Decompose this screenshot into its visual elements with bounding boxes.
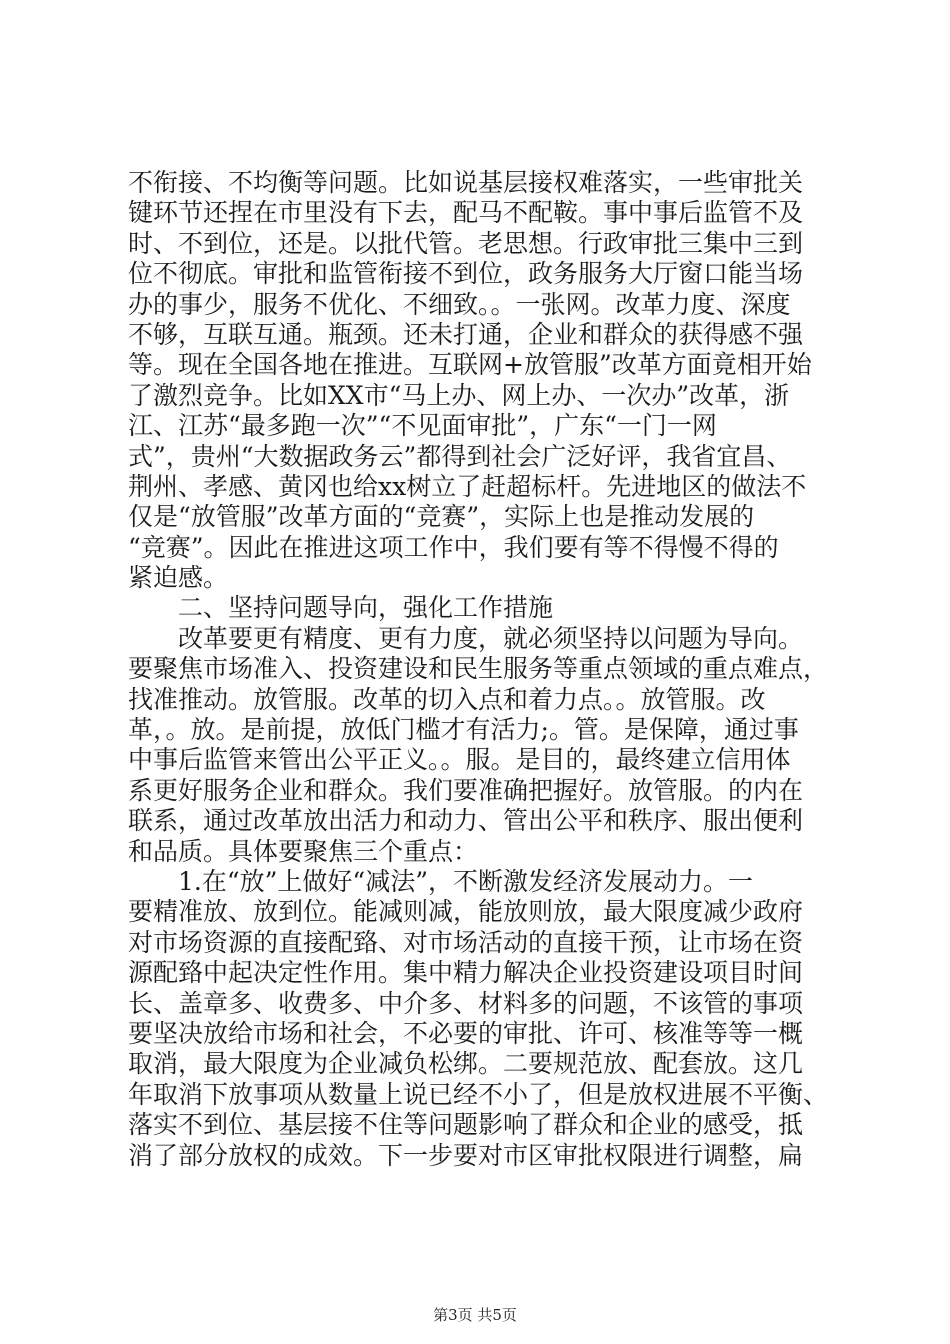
text-line: 1.在“放”上做好“减法”，不断激发经济发展动力。一: [178, 866, 753, 896]
text-line: 对市场资源的直接配臵、对市场活动的直接干预，让市场在资: [128, 927, 804, 957]
text-line: 办的事少，服务不优化、不细致。。一张网。改革力度、深度: [128, 289, 791, 319]
text-line: 要精准放、放到位。能减则减，能放则放，最大限度减少政府: [128, 897, 804, 927]
text-line: 位不彻底。审批和监管衔接不到位，政务服务大厅窗口能当场: [128, 259, 804, 289]
text-line: 江、江苏“最多跑一次”“不见面审批”，广东“一门一网: [128, 411, 717, 441]
text-line: 改革要更有精度、更有力度，就必须坚持以问题为导向。: [178, 623, 804, 653]
text-line: 源配臵中起决定性作用。集中精力解决企业投资建设项目时间: [128, 958, 804, 988]
text-line: 中事后监管来管出公平正义。。服。是目的，最终建立信用体: [128, 745, 791, 775]
text-line: 不衔接、不均衡等问题。比如说基层接权难落实，一些审批关: [128, 168, 804, 197]
text-line: 等。现在全国各地在推进。互联网+放管服”改革方面竟相开始: [128, 350, 812, 380]
text-line: 仅是“放管服”改革方面的“竞赛”，实际上也是推动发展的: [128, 502, 755, 532]
text-line: 革，。放。是前提，放低门槛才有活力;。管。是保障，通过事: [128, 715, 799, 745]
text-line: 式”，贵州“大数据政务云”都得到社会广泛好评，我省宜昌、: [128, 441, 792, 471]
text-line: 要坚决放给市场和社会，不必要的审批、许可、核准等等一概: [128, 1018, 804, 1048]
text-line: 二、坚持问题导向，强化工作措施: [178, 593, 554, 623]
text-line: 落实不到位、基层接不住等问题影响了群众和企业的感受，抵: [128, 1110, 804, 1140]
text-line: 长、盖章多、收费多、中介多、材料多的问题，不该管的事项: [128, 988, 804, 1018]
text-line: 时、不到位，还是。以批代管。老思想。行政审批三集中三到: [128, 228, 804, 258]
text-line: 系更好服务企业和群众。我们要准确把握好。放管服。的内在: [128, 775, 804, 805]
text-line: 取消，最大限度为企业减负松绑。二要规范放、配套放。这几: [128, 1049, 804, 1079]
text-line: 消了部分放权的成效。下一步要对市区审批权限进行调整，扁: [128, 1140, 804, 1170]
text-line: 键环节还捏在市里没有下去，配马不配鞍。事中事后监管不及: [128, 198, 804, 228]
text-line: 要聚焦市场准入、投资建设和民生服务等重点领域的重点难点，: [128, 654, 829, 684]
text-line: 不够，互联互通。瓶颈。还未打通，企业和群众的获得感不强: [128, 319, 804, 349]
text-line: “竞赛”。因此在推进这项工作中，我们要有等不得慢不得的: [128, 532, 779, 562]
page-footer: 第3页 共5页: [433, 1306, 517, 1324]
text-line: 年取消下放事项从数量上说已经不小了，但是放权进展不平衡、: [128, 1079, 829, 1109]
text-line: 联系，通过改革放出活力和动力、管出公平和秩序、服出便利: [128, 806, 804, 836]
text-line: 了激烈竞争。比如XX市“马上办、网上办、一次办”改革，浙: [128, 380, 790, 410]
text-line: 荆州、孝感、黄冈也给xx树立了赶超标杆。先进地区的做法不: [128, 471, 807, 501]
document-body: [128, 168, 833, 1171]
text-line: 和品质。具体要聚焦三个重点：: [128, 836, 479, 866]
text-line: 紧迫感。: [128, 563, 229, 593]
text-line: 找准推动。放管服。改革的切入点和着力点。。放管服。改: [128, 684, 766, 714]
